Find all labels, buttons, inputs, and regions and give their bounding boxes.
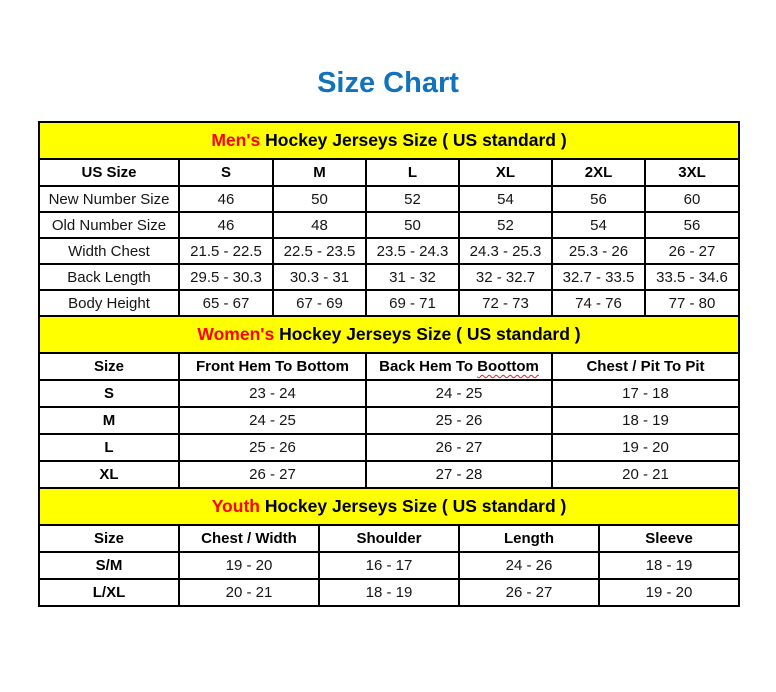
size-cell: 19 - 20 (179, 552, 319, 579)
youth-caption-text: Hockey Jerseys Size ( US standard ) (264, 496, 567, 516)
size-cell: 17 - 18 (552, 380, 739, 407)
row-label: Old Number Size (39, 212, 179, 238)
column-header-shoulder: Shoulder (319, 525, 459, 552)
size-cell: 33.5 - 34.6 (645, 264, 739, 290)
size-cell: 23 - 24 (179, 380, 366, 407)
column-header-chest-width: Chest / Width (179, 525, 319, 552)
size-cell: 60 (645, 186, 739, 212)
size-cell: 18 - 19 (552, 407, 739, 434)
size-cell: 19 - 20 (599, 579, 739, 606)
size-cell: 26 - 27 (645, 238, 739, 264)
column-header-s: S (179, 159, 273, 186)
size-cell: 32 - 32.7 (459, 264, 552, 290)
column-header-2xl: 2XL (552, 159, 645, 186)
row-label: M (39, 407, 179, 434)
row-label: XL (39, 461, 179, 488)
size-cell: 32.7 - 33.5 (552, 264, 645, 290)
size-cell: 26 - 27 (459, 579, 599, 606)
size-cell: 48 (273, 212, 366, 238)
table-row-womens-xl (39, 461, 739, 488)
column-header-chest-pit: Chest / Pit To Pit (552, 353, 739, 380)
column-header-front-hem: Front Hem To Bottom (179, 353, 366, 380)
table-row-body-height (39, 290, 739, 316)
womens-size-table (38, 315, 740, 489)
size-cell: 16 - 17 (319, 552, 459, 579)
size-cell: 29.5 - 30.3 (179, 264, 273, 290)
size-cell: 21.5 - 22.5 (179, 238, 273, 264)
size-cell: 20 - 21 (179, 579, 319, 606)
womens-header-row (39, 353, 739, 380)
size-cell: 69 - 71 (366, 290, 459, 316)
size-cell: 26 - 27 (179, 461, 366, 488)
size-cell: 52 (459, 212, 552, 238)
size-cell: 52 (366, 186, 459, 212)
column-header-3xl: 3XL (645, 159, 739, 186)
size-tables-container (38, 121, 738, 607)
misspelled-word: Boottom (477, 358, 539, 375)
row-label: S (39, 380, 179, 407)
womens-caption-text: Hockey Jerseys Size ( US standard ) (279, 324, 581, 344)
womens-band-row (39, 316, 739, 353)
column-header-m: M (273, 159, 366, 186)
size-cell: 56 (645, 212, 739, 238)
size-cell: 25.3 - 26 (552, 238, 645, 264)
size-cell: 50 (366, 212, 459, 238)
youth-band-row (39, 488, 739, 525)
youth-table-caption (39, 488, 739, 525)
column-header-xl: XL (459, 159, 552, 186)
row-label: L/XL (39, 579, 179, 606)
row-label: Width Chest (39, 238, 179, 264)
size-cell: 46 (179, 186, 273, 212)
mens-size-table (38, 121, 740, 317)
size-cell: 25 - 26 (179, 434, 366, 461)
mens-band-row (39, 122, 739, 159)
table-row-old-number-size (39, 212, 739, 238)
table-row-womens-m (39, 407, 739, 434)
mens-header-row (39, 159, 739, 186)
size-cell: 54 (552, 212, 645, 238)
size-cell: 65 - 67 (179, 290, 273, 316)
mens-caption-highlight: Men's (211, 130, 261, 150)
size-cell: 54 (459, 186, 552, 212)
table-row-womens-l (39, 434, 739, 461)
size-cell: 24 - 25 (366, 380, 552, 407)
mens-caption-text: Hockey Jerseys Size ( US standard ) (265, 130, 567, 150)
size-cell: 24.3 - 25.3 (459, 238, 552, 264)
table-row-back-length (39, 264, 739, 290)
youth-caption-highlight: Youth (211, 496, 260, 516)
table-row-new-number-size (39, 186, 739, 212)
size-cell: 24 - 26 (459, 552, 599, 579)
size-cell: 23.5 - 24.3 (366, 238, 459, 264)
column-header-length: Length (459, 525, 599, 552)
column-header-us-size: US Size (39, 159, 179, 186)
size-cell: 31 - 32 (366, 264, 459, 290)
back-hem-label: Back Hem To (379, 358, 474, 375)
youth-size-table (38, 487, 740, 607)
column-header-sleeve: Sleeve (599, 525, 739, 552)
row-label: New Number Size (39, 186, 179, 212)
row-label: S/M (39, 552, 179, 579)
row-label: L (39, 434, 179, 461)
size-cell: 27 - 28 (366, 461, 552, 488)
row-label: Body Height (39, 290, 179, 316)
size-cell: 25 - 26 (366, 407, 552, 434)
size-cell: 46 (179, 212, 273, 238)
size-cell: 18 - 19 (319, 579, 459, 606)
table-row-width-chest (39, 238, 739, 264)
column-header-size: Size (39, 353, 179, 380)
size-cell: 24 - 25 (179, 407, 366, 434)
size-cell: 56 (552, 186, 645, 212)
mens-table-caption (39, 122, 739, 159)
size-cell: 20 - 21 (552, 461, 739, 488)
row-label: Back Length (39, 264, 179, 290)
column-header-back-hem (366, 353, 552, 380)
page-title: Size Chart (317, 67, 459, 99)
size-cell: 77 - 80 (645, 290, 739, 316)
column-header-size: Size (39, 525, 179, 552)
table-row-womens-s (39, 380, 739, 407)
size-cell: 50 (273, 186, 366, 212)
column-header-l: L (366, 159, 459, 186)
size-cell: 30.3 - 31 (273, 264, 366, 290)
size-cell: 67 - 69 (273, 290, 366, 316)
table-row-youth-sm (39, 552, 739, 579)
size-cell: 18 - 19 (599, 552, 739, 579)
size-cell: 26 - 27 (366, 434, 552, 461)
size-cell: 19 - 20 (552, 434, 739, 461)
womens-table-caption (39, 316, 739, 353)
womens-caption-highlight: Women's (197, 324, 275, 344)
youth-header-row (39, 525, 739, 552)
table-row-youth-lxl (39, 579, 739, 606)
size-cell: 74 - 76 (552, 290, 645, 316)
size-cell: 72 - 73 (459, 290, 552, 316)
size-cell: 22.5 - 23.5 (273, 238, 366, 264)
